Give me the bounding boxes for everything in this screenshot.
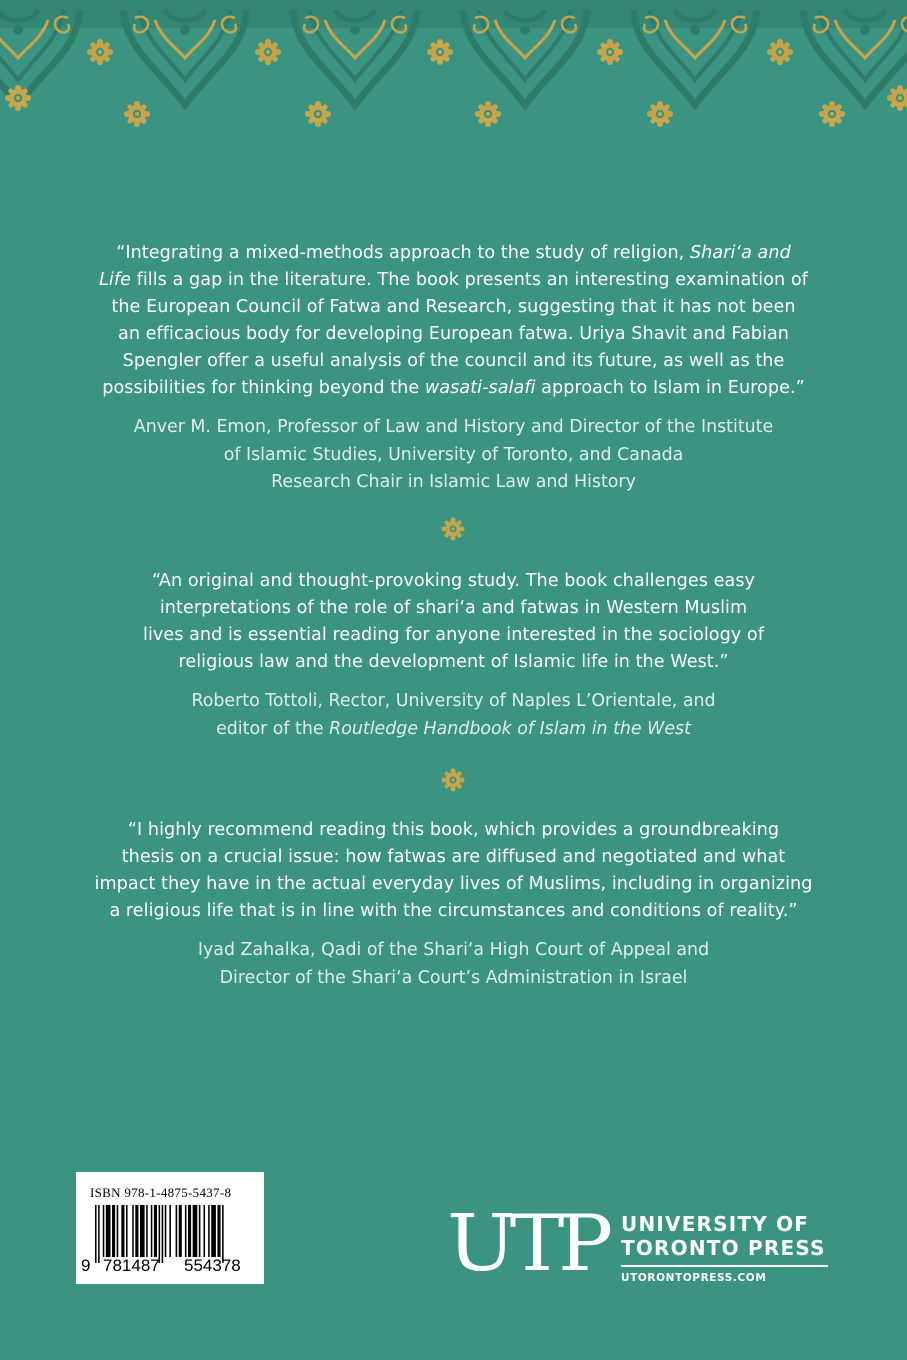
quote-text: thesis on a crucial issue: how fatwas are diffused and negotiated and what [121,847,786,867]
barcode-bar [106,1205,111,1257]
barcode-bar [103,1205,105,1257]
barcode-bar [176,1205,178,1257]
gold-rosette-icon [441,768,465,792]
gold-rosette-icon [441,517,465,541]
quote-text: religious law and the development of Islamic life in the West.” [178,652,729,672]
barcode-bar [222,1205,224,1263]
quote-text: Spengler offer a useful analysis of the council and its future, as well as the [122,351,785,371]
endorsement-quote [0,240,907,402]
publisher-name [621,1212,826,1260]
barcode-bar [121,1205,124,1257]
ean-lead-digit: 9 [81,1256,91,1275]
quote-text: “An original and thought-provoking study. The book challenges easy [152,571,755,591]
publisher-logo [447,1199,847,1298]
barcode-bar [140,1205,145,1257]
quote-text: “Integrating a mixed-methods approach to the study of religion, [116,243,690,263]
barcode-bar [217,1205,220,1257]
barcode-bar [154,1205,157,1257]
publisher-divider [621,1265,828,1267]
barcode-bar [199,1205,201,1257]
ornamental-border [0,0,907,140]
quote-text: interpretations of the role of shari‘a and fatwas in Western Muslim [159,598,748,618]
quote-text: a religious life that is in line with the circumstances and conditions of reality.” [109,901,798,921]
endorsement-quote [0,568,907,676]
barcode-bar [204,1205,206,1257]
publisher-name-line1: UNIVERSITY OF [621,1212,810,1236]
barcode-bar [165,1205,167,1257]
barcode-bar [193,1205,198,1257]
barcode-bar [132,1205,134,1257]
book-title-italic: Life [99,270,131,290]
attribution-text: editor of the [216,718,330,739]
ean-digits [76,1256,264,1278]
endorsement-3 [0,817,907,992]
barcode-bar [126,1205,128,1257]
isbn-label: ISBN 978-1-4875-5437-8 [90,1185,232,1200]
quote-text: “I highly recommend reading this book, which provides a groundbreaking [127,820,780,840]
barcode-bar [117,1205,119,1257]
attribution-text: Roberto Tottoli, Rector, University of Naples L’Orientale, and [191,691,716,711]
endorsement-attribution [0,688,907,743]
quote-text: approach to Islam in Europe.” [535,378,805,398]
attribution-text: Research Chair in Islamic Law and History [271,472,636,492]
barcode-bar [151,1205,153,1257]
ean-left-digits: 781487 [103,1256,160,1275]
barcode-bar [185,1205,187,1257]
quote-text: an efficacious body for developing European fatwa. Uriya Shavit and Fabian [117,324,789,344]
barcode-bar [159,1205,161,1263]
endorsement-attribution [0,937,907,992]
barcode-bar [146,1205,148,1257]
barcode-bar [112,1205,115,1257]
ean-right-digits: 554378 [184,1256,241,1275]
handbook-title-italic: Routledge Handbook of Islam in the West [329,718,691,739]
endorsement-attribution [0,414,907,497]
attribution-text: Anver M. Emon, Professor of Law and History and Director of the Institute [133,417,774,437]
attribution-text: Iyad Zahalka, Qadi of the Shari‘a High Court of Appeal and [197,940,710,960]
publisher-url: UTORONTOPRESS.COM [621,1272,767,1284]
barcode-bar [95,1205,97,1263]
quote-text: impact they have in the actual everyday lives of Muslims, including in organizing [94,874,813,894]
utp-logo-mark: UTP [447,1199,607,1289]
barcode-bar [169,1205,171,1257]
barcode-bar [211,1205,216,1257]
endorsement-1 [0,240,907,497]
quote-text: fills a gap in the literature. The book presents an interesting examination of [130,270,808,290]
attribution-text: Director of the Shari‘a Court’s Administration in Israel [219,967,688,988]
barcode-bar [179,1205,182,1257]
barcode-bar [208,1205,210,1257]
publisher-name-line2: TORONTO PRESS [621,1236,826,1260]
book-title-italic: Shari‘a and [689,243,791,263]
barcode-bar [162,1205,164,1263]
barcode-bar [98,1205,100,1263]
attribution-text: of Islamic Studies, University of Toronto, and Canada [223,444,684,465]
endorsement-quote [0,817,907,925]
quote-text: lives and is essential reading for anyone interested in the sociology of [143,625,764,645]
quote-text: possibilities for thinking beyond the [102,378,425,398]
barcode-bar [188,1205,191,1257]
quote-text: the European Council of Fatwa and Research, suggesting that it has not been [111,297,796,317]
endorsement-2 [0,568,907,743]
barcode-bar [135,1205,138,1257]
term-italic: wasati-salafi [424,378,536,398]
isbn-barcode [76,1172,264,1284]
